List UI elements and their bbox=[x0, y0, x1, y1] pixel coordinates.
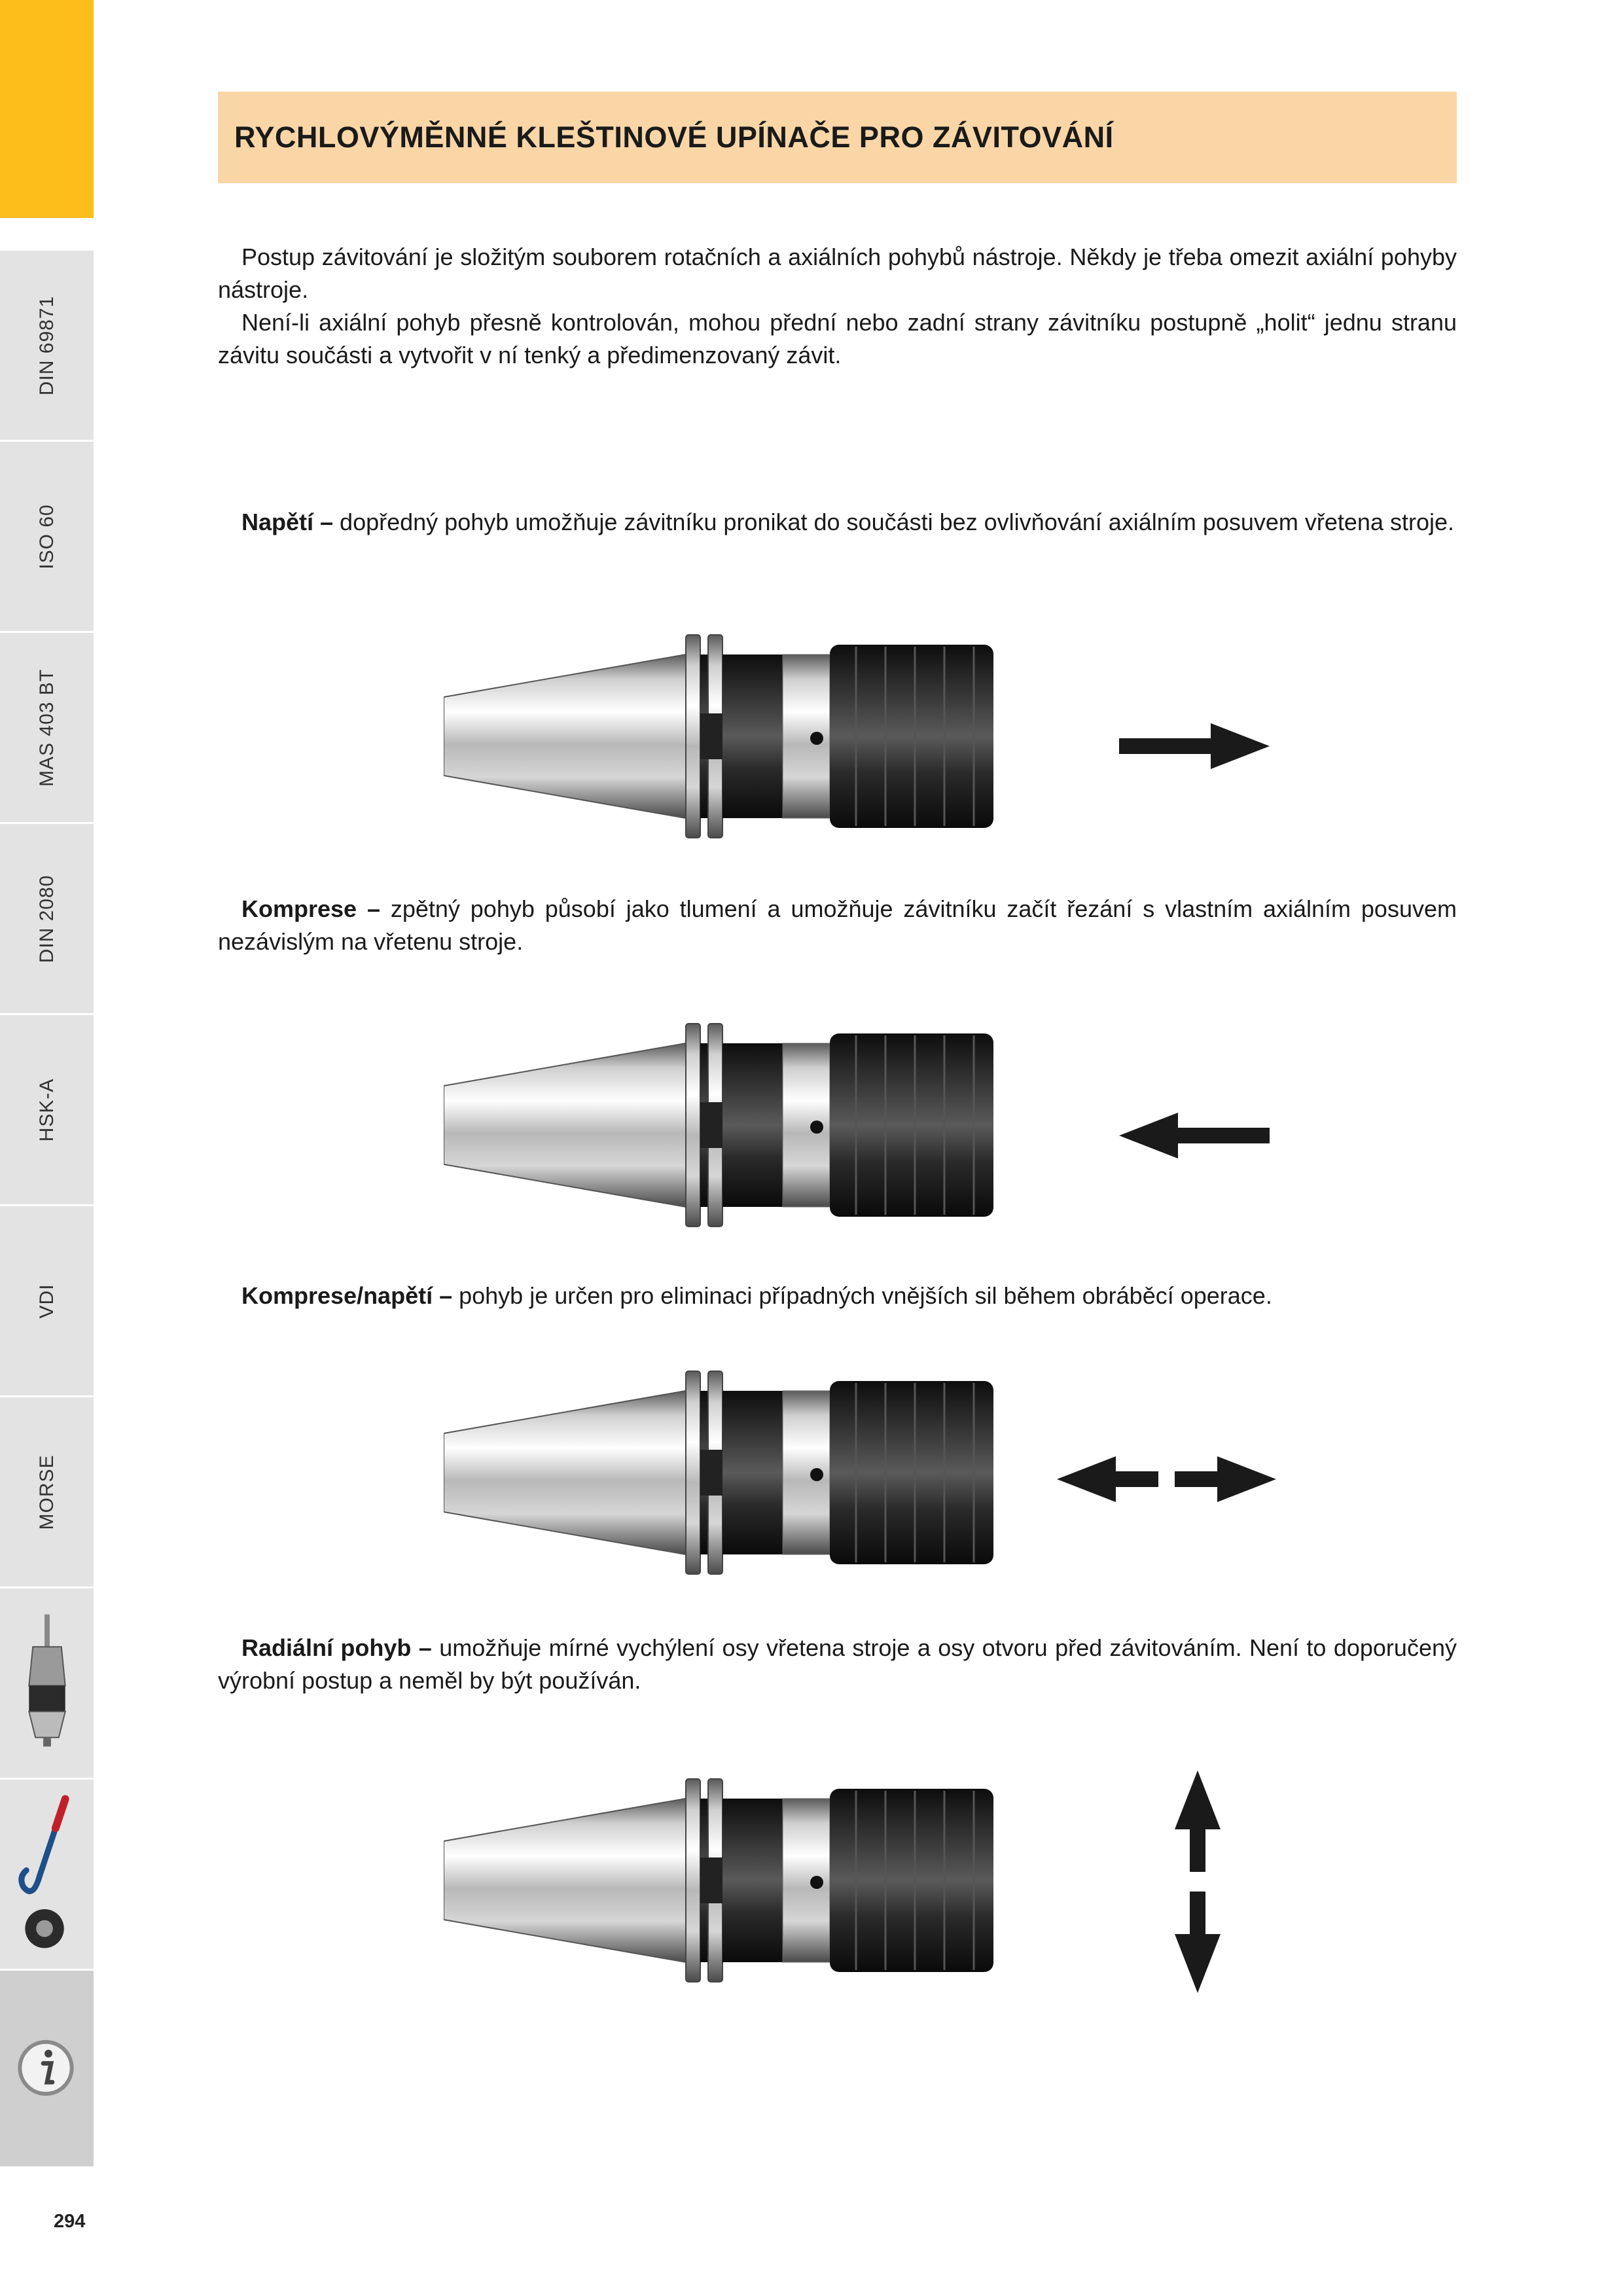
page-title: RYCHLOVÝMĚNNÉ KLEŠTINOVÉ UPÍNAČE PRO ZÁVITOVÁNÍ bbox=[234, 120, 1114, 154]
section-compression bbox=[218, 893, 1457, 958]
info-icon bbox=[0, 1971, 94, 2166]
section-term: Napětí – bbox=[241, 509, 334, 535]
tapping-holder-image bbox=[444, 628, 1020, 844]
intro-paragraph: Není-li axiální pohyb přesně kontrolován, mohou přední nebo zadní strany závitníku postupně „holit“ jednu stranu závitu součásti a vytvořit v ní tenký a předimenzovaný závit. bbox=[218, 309, 1457, 368]
sidebar-tab-info[interactable] bbox=[0, 1969, 94, 2166]
sidebar-tab-wrenches-nuts[interactable] bbox=[0, 1778, 94, 1969]
tapping-holder-image bbox=[444, 1017, 1020, 1233]
sidebar-tab-label: MORSE bbox=[35, 1454, 58, 1530]
section-compression-tension bbox=[218, 1280, 1457, 1312]
sidebar-tab-mas-403-bt[interactable] bbox=[0, 631, 94, 822]
section-term: Komprese – bbox=[241, 895, 380, 922]
sidebar-navigation bbox=[0, 0, 94, 2166]
tapping-holder-image bbox=[444, 1365, 1020, 1581]
section-term: Komprese/napětí – bbox=[241, 1282, 453, 1309]
sidebar-tab-drill-chucks[interactable] bbox=[0, 1587, 94, 1778]
section-tension bbox=[218, 506, 1457, 539]
sidebar-tab-din-69871[interactable] bbox=[0, 249, 94, 440]
up-down-arrows-icon bbox=[1171, 1767, 1224, 1996]
section-description: dopředný pohyb umožňuje závitníku pronikat do součásti bez ovlivňování axiálním posuvem vřetena stroje. bbox=[333, 509, 1454, 535]
sidebar-tab-hsk-a[interactable] bbox=[0, 1013, 94, 1204]
tapping-holder-image bbox=[444, 1772, 1020, 1988]
sidebar-tab-label: ISO 60 bbox=[35, 503, 58, 569]
sidebar-tab-label: HSK-A bbox=[35, 1078, 58, 1141]
sidebar-tab-morse[interactable] bbox=[0, 1395, 94, 1587]
page-number: 294 bbox=[54, 2211, 86, 2232]
section-description: pohyb je určen pro eliminaci případných vnějších sil během obráběcí operace. bbox=[452, 1282, 1272, 1309]
drill-chuck-icon bbox=[0, 1588, 94, 1778]
right-arrow-icon bbox=[1113, 720, 1276, 772]
sidebar-accent-block bbox=[0, 0, 94, 218]
section-description: umožňuje mírné vychýlení osy vřetena stroje a osy otvoru před závitováním. Není to doporučený výrobní postup a neměl by být používán. bbox=[218, 1634, 1457, 1694]
sidebar-tab-label: MAS 403 BT bbox=[35, 668, 58, 787]
left-arrow-icon bbox=[1113, 1109, 1276, 1162]
intro-paragraph: Postup závitování je složitým souborem rotačních a axiálních pohybů nástroje. Někdy je třeba omezit axiální pohyby nástroje. bbox=[218, 243, 1457, 303]
sidebar-tab-label: DIN 69871 bbox=[35, 295, 58, 395]
sidebar-tab-iso-60[interactable] bbox=[0, 440, 94, 631]
title-bar bbox=[218, 92, 1457, 183]
intro-text bbox=[218, 241, 1457, 372]
sidebar-tab-vdi[interactable] bbox=[0, 1204, 94, 1395]
sidebar-tab-din-2080[interactable] bbox=[0, 822, 94, 1013]
sidebar-tab-label: VDI bbox=[35, 1283, 58, 1319]
section-term: Radiální pohyb – bbox=[241, 1634, 432, 1661]
section-radial-movement bbox=[218, 1632, 1457, 1697]
hook-wrench-nut-icon bbox=[0, 1780, 94, 1969]
sidebar-tab-label: DIN 2080 bbox=[35, 874, 58, 963]
left-right-arrows-icon bbox=[1050, 1453, 1286, 1505]
section-description: zpětný pohyb působí jako tlumení a umožňuje závitníku začít řezání s vlastním axiálním posuvem nezávislým na vřetenu stroje. bbox=[218, 895, 1457, 955]
